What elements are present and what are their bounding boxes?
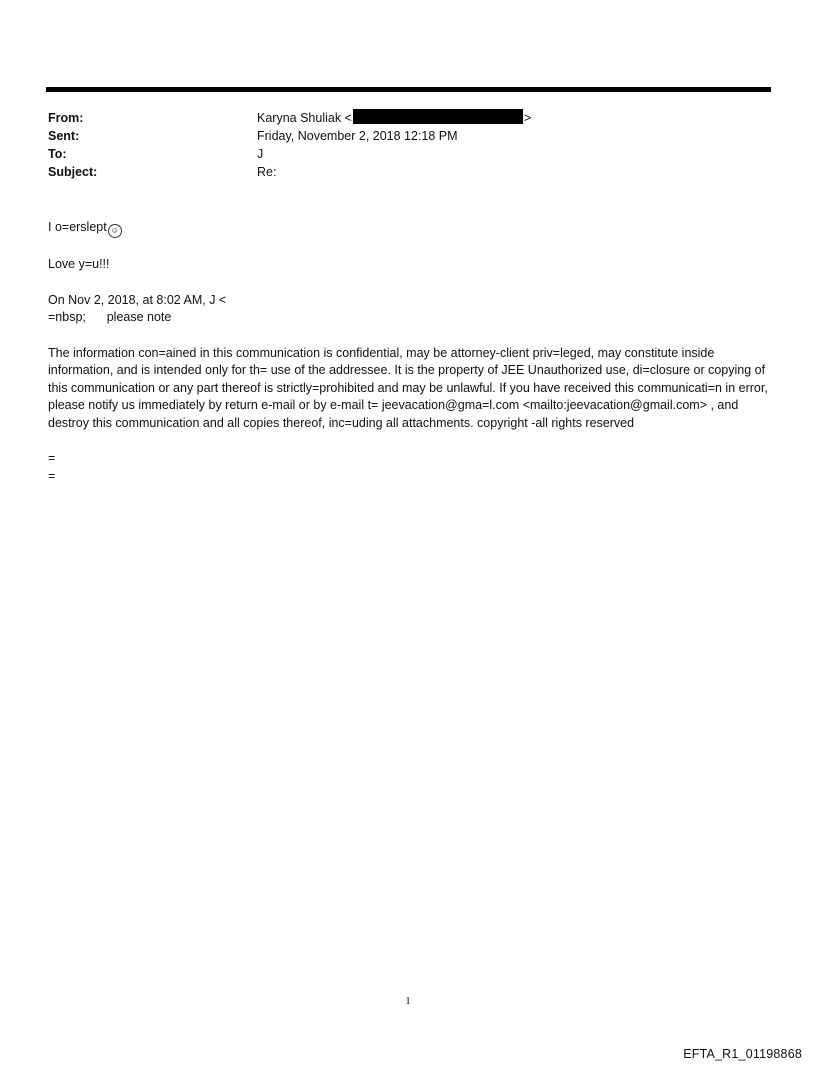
document-id: EFTA_R1_01198868 [683,1047,802,1061]
to-label: To: [48,147,67,161]
trailing-marker-1: = [48,451,56,465]
sent-value: Friday, November 2, 2018 12:18 PM [257,129,458,143]
subject-label: Subject: [48,165,98,179]
page-number: 1 [405,995,411,1007]
email-header [48,109,748,181]
redaction-box [353,109,523,124]
smiley-icon: ☺ [108,224,122,238]
body-line-1 [48,219,768,238]
sent-label: Sent: [48,129,80,143]
disclaimer: The information con=ained in this communication is confidential, may be attorney-client priv=leged, may constitute inside information, and is intended only for th= use of the addressee. It is the property of JEE Unauthorized use, di=closure or copying of this communication or any part thereof is strictly=prohibited and may be unlawful. If you have received this communicati=n in error, please notify us immediately by return e-mail or by e-mail t= jeevacation@gma=l.com <mailto:jeevacation@gmail.com> , and destroy this communication and all copies thereof, inc=uding all attachments. copyright -all rights reserved [48,345,768,430]
trailing-marker-2: = [48,468,56,483]
body-line-1-text: I o=erslept [48,220,107,234]
header-rule [46,87,771,92]
from-suffix: > [523,111,532,125]
to-row [48,145,748,163]
quote-line-1: On Nov 2, 2018, at 8:02 AM, J < [48,292,227,307]
subject-value: Re: [257,165,277,179]
from-name: Karyna Shuliak < [257,111,352,125]
subject-row [48,163,748,181]
quote-line-2: =nbsp; please note [48,310,172,324]
sent-row [48,127,748,145]
body-line-2: Love y=u!!! [48,257,110,271]
from-label: From: [48,111,84,125]
email-body [48,219,768,485]
from-row [48,109,748,127]
from-value [257,109,531,127]
to-value: J [257,147,264,161]
